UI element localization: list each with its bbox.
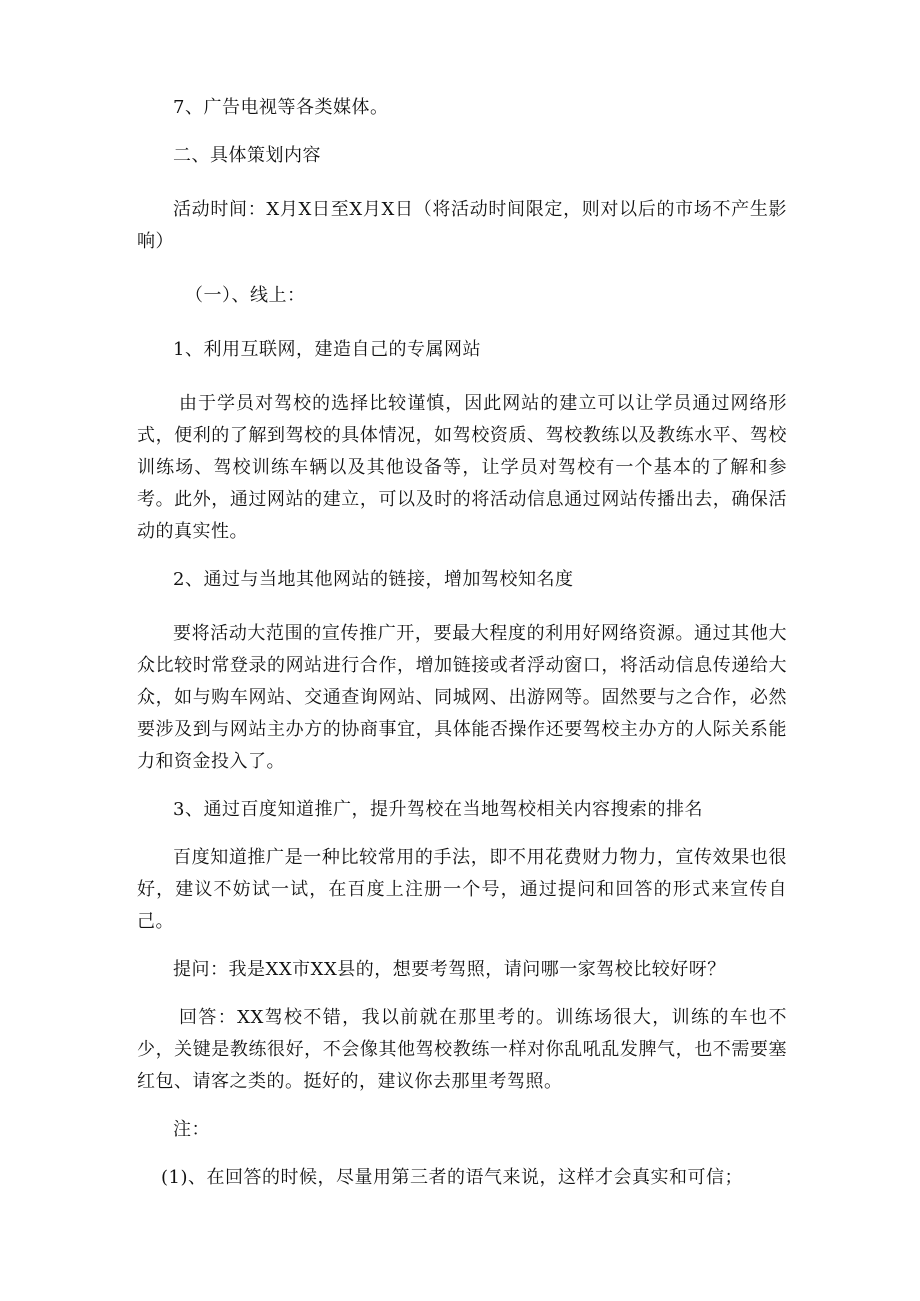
list-item-media: 7、广告电视等各类媒体。: [173, 97, 389, 118]
document-body: [137, 92, 787, 1194]
activity-time-paragraph: 活动时间：X月X日至X月X日（将活动时间限定，则对以后的市场不产生影响）: [137, 199, 787, 252]
item-heading-baidu: 3、通过百度知道推广，提升驾校在当地驾校相关内容搜索的排名: [173, 799, 703, 820]
answer-paragraph: 回答：XX驾校不错，我以前就在那里考的。训练场很大，训练的车也不少，关键是教练很好，不会像其他驾校教练一样对你乱吼乱发脾气，也不需要塞红包、请客之类的。挺好的，建议你去那里考驾照。: [137, 1007, 787, 1092]
links-paragraph: 要将活动大范围的宣传推广开，要最大程度的利用好网络资源。通过其他大众比较时常登录的网站进行合作，增加链接或者浮动窗口，将活动信息传递给大众，如与购车网站、交通查询网站、同城网、出游网等。固然要与之合作，必然要涉及到与网站主办方的协商事宜，具体能否操作还要驾校主办方的人际关系能力和资金投入了。: [137, 623, 787, 772]
question-paragraph: 提问：我是XX市XX县的，想要考驾照，请问哪一家驾校比较好呀？: [173, 959, 726, 980]
note-item-1: (1)、在回答的时候，尽量用第三者的语气来说，这样才会真实和可信；: [161, 1167, 743, 1188]
website-paragraph: 由于学员对驾校的选择比较谨慎，因此网站的建立可以让学员通过网络形式，便利的了解到驾校的具体情况，如驾校资质、驾校教练以及教练水平、驾校训练场、驾校训练车辆以及其他设备等，让学员对驾校有一个基本的了解和参考。此外，通过网站的建立，可以及时的将活动信息通过网站传播出去，确保活动的真实性。: [137, 393, 787, 542]
item-heading-website: 1、利用互联网，建造自己的专属网站: [173, 339, 481, 360]
baidu-paragraph: 百度知道推广是一种比较常用的手法，即不用花费财力物力，宣传效果也很好，建议不妨试一试，在百度上注册一个号，通过提问和回答的形式来宣传自己。: [137, 847, 787, 932]
section-heading-plan-content: 二、具体策划内容: [173, 145, 321, 166]
note-label: 注：: [173, 1119, 210, 1140]
subsection-heading-online: （一）、线上：: [185, 285, 306, 306]
item-heading-links: 2、通过与当地其他网站的链接，增加驾校知名度: [173, 569, 574, 590]
